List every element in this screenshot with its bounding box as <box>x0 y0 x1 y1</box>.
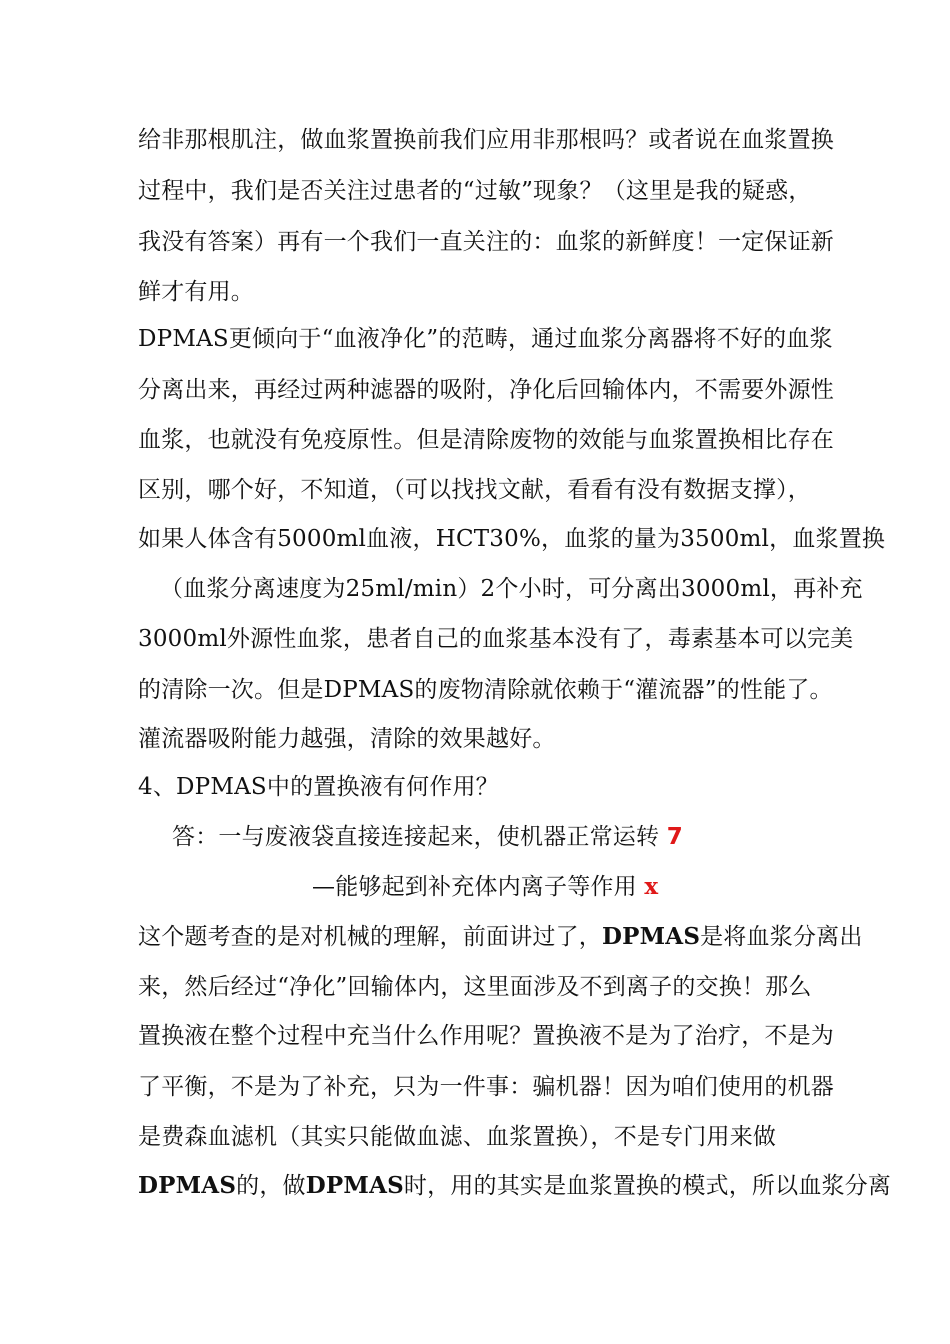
text-line: 如果人体含有5000ml血液，HCT30%，血浆的量为3500ml，血浆置换 <box>138 526 886 552</box>
text-span: 这个题考查的是对机械的理解，前面讲过了， <box>138 924 602 950</box>
text-span: 的，做 <box>236 1173 306 1199</box>
text-line: DPMAS更倾向于“血液净化”的范畴，通过血浆分离器将不好的血浆 <box>138 326 833 352</box>
wrong-mark: x <box>644 873 659 900</box>
answer-option-b-text: —能够起到补充体内离子等作用 <box>312 874 637 900</box>
text-line: 3000ml外源性血浆，患者自己的血浆基本没有了，毒素基本可以完美 <box>138 626 854 652</box>
text-line: 分离出来，再经过两种滤器的吸附，净化后回输体内，不需要外源性 <box>138 377 834 403</box>
term-dpmas: DPMAS <box>138 1172 237 1199</box>
text-line: 区别，哪个好，不知道，（可以找找文献，看看有没有数据支撑）， <box>138 477 811 503</box>
answer-option-b <box>312 871 658 903</box>
text-line: 是费森血滤机（其实只能做血滤、血浆置换），不是专门用来做 <box>138 1124 777 1150</box>
answer-option-a <box>172 821 683 853</box>
text-span: 是将血浆分离出 <box>700 924 863 950</box>
text-line: 的清除一次。但是DPMAS的废物清除就依赖于“灌流器”的性能了。 <box>138 677 833 703</box>
text-line: 过程中，我们是否关注过患者的“过敏”现象？（这里是我的疑惑， <box>138 178 812 204</box>
text-line: 灌流器吸附能力越强，清除的效果越好。 <box>138 726 556 752</box>
text-line <box>138 1170 891 1202</box>
text-line: 了平衡，不是为了补充，只为一件事：骗机器！因为咱们使用的机器 <box>138 1074 834 1100</box>
term-dpmas: DPMAS <box>602 923 701 950</box>
question-heading: 4、DPMAS中的置换液有何作用？ <box>138 774 499 800</box>
text-span: 时，用的其实是血浆置换的模式，所以血浆分离 <box>403 1173 892 1199</box>
text-line: （血浆分离速度为25ml/min）2个小时，可分离出3000ml，再补充 <box>160 576 863 602</box>
text-line: 给非那根肌注，做血浆置换前我们应用非那根吗？或者说在血浆置换 <box>138 127 834 153</box>
text-line: 来，然后经过“净化”回输体内，这里面涉及不到离子的交换！那么 <box>138 974 812 1000</box>
text-line: 鲜才有用。 <box>138 279 254 305</box>
correct-mark: 7 <box>666 824 683 850</box>
text-line: 血浆，也就没有免疫原性。但是清除废物的效能与血浆置换相比存在 <box>138 427 834 453</box>
answer-option-a-text: 答：一与废液袋直接连接起来，使机器正常运转 <box>172 824 660 850</box>
text-line: 置换液在整个过程中充当什么作用呢？置换液不是为了治疗，不是为 <box>138 1023 834 1049</box>
term-dpmas: DPMAS <box>305 1172 404 1199</box>
text-line: 我没有答案）再有一个我们一直关注的：血浆的新鲜度！一定保证新 <box>138 229 834 255</box>
text-line <box>138 921 863 953</box>
